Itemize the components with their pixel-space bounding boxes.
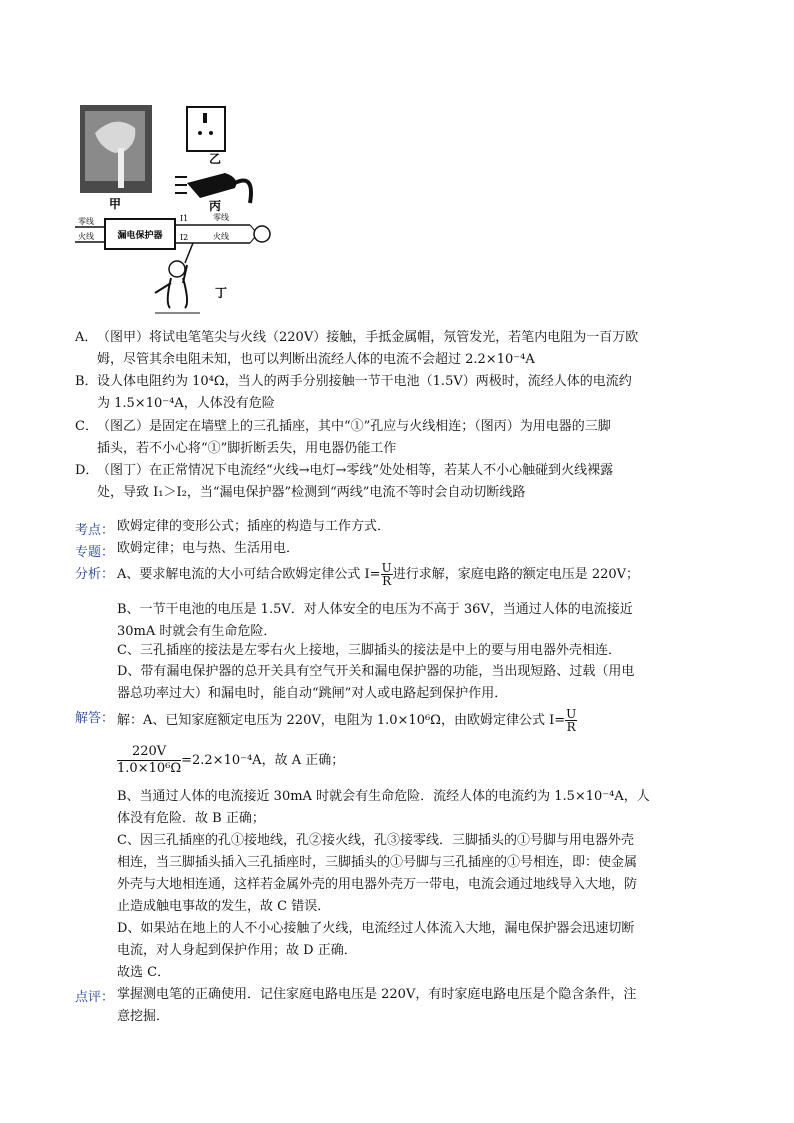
current-i1-label: I1 [180,214,189,223]
jieda-b1: B、当通过人体的电流接近 30mA 时就会有生命危险．流经人体的电流约为 1.5×10⁻⁴A，人 [117,789,650,804]
option-key: A． [75,330,98,345]
label-jia: 甲 [108,197,122,211]
label-bing: 丙 [208,199,222,213]
option-key: B． [75,374,98,389]
fenxi-a: A、要求解电流的大小可结合欧姆定律公式 I= $\frac{U}{R}$ 进行求解，家庭电路的额定电压是 220V； [117,561,640,588]
ohm-fraction: $\frac{U}{R}$ [381,561,392,588]
fenxi-d2: 器总功率过大）和漏电时，能自动“跳闸”对人或电路起到保护作用． [117,686,508,701]
label-ding: 丁 [215,286,228,300]
dianping-label: 点评： [75,990,115,1005]
current-i2-label: I2 [180,233,189,242]
wire-neutral-label: 零线 [78,217,94,226]
circuit-figure [75,103,425,318]
option-key: C． [75,419,98,434]
option-text-cont: 姆，尽管其余电阻未知，也可以判断出流经人体的电流不会超过 2.2×10⁻⁴A [97,352,535,367]
jieda-a: 解：A、已知家庭额定电压为 220V，电阻为 1.0×10⁶Ω，由欧姆定律公式 I= $\frac{U}{R}$ [117,707,577,734]
option-text-cont: 插头，若不小心将“①”脚折断丢失，用电器仍能工作 [97,441,397,456]
jieda-c1: C、因三孔插座的孔①接地线，孔②接火线，孔③接零线．三脚插头的①号脚与用电器外壳 [117,833,634,848]
option-b [75,371,735,415]
protector-label: 漏电保护器 [117,231,163,241]
jieda-b2: 体没有危险．故 B 正确； [117,811,265,826]
option-key: D． [75,463,99,478]
jieda-answer: 故选 C． [117,965,171,980]
option-text-cont: 处，导致 I₁＞I₂，当“漏电保护器”检测到“两线”电流不等时会自动切断线路 [97,485,526,500]
option-text: （图乙）是固定在墙壁上的三孔插座，其中“①”孔应与火线相连；（图丙）为用电器的三脚 [97,419,611,434]
jieda-c2: 相连，当三脚插头插入三孔插座时，三脚插头的①号脚与三孔插座的①号相连，即：使金属 [117,855,638,870]
jieda-c4: 止造成触电事故的发生，故 C 错误． [117,899,331,914]
fenxi-b1: B、一节干电池的电压是 1.5V．对人体安全的电压为不高于 36V，当通过人体的电流接近 [117,602,633,617]
jieda-label: 解答： [75,711,115,726]
option-text: 设人体电阻约为 10⁴Ω，当人的两手分别接触一节干电池（1.5V）两极时，流经人体的电流约 [97,374,632,389]
jieda-d2: 电流，对人身起到保护作用；故 D 正确． [117,943,357,958]
fenxi-d1: D、带有漏电保护器的总开关具有空气开关和漏电保护器的功能，当出现短路、过载（用电 [117,664,635,679]
fenxi-b2: 30mA 时就会有生命危险． [117,624,277,639]
label-yi: 乙 [208,152,222,166]
dianping-l2: 意挖掘． [117,1009,170,1024]
option-text-cont: 为 1.5×10⁻⁴A，人体没有危险 [97,396,275,411]
fenxi-c: C、三孔插座的接法是左零右火上接地，三脚插头的接法是中上的要与用电器外壳相连． [117,643,621,658]
jieda-d1: D、如果站在地上的人不小心接触了火线，电流经过人体流入大地，漏电保护器会迅速切断 [117,921,635,936]
fenxi-label: 分析： [75,567,115,582]
wire-live-label: 火线 [78,232,94,241]
ohm-fraction: $\frac{U}{R}$ [566,707,577,734]
zhuanti-text: 欧姆定律；电与热、生活用电． [117,541,300,556]
zhuanti-label: 专题： [75,545,115,560]
live-right-label: 火线 [213,232,229,241]
jieda-c3: 外壳与大地相连通，这样若金属外壳的用电器外壳万一带电，电流会通过地线导入大地，防 [117,877,638,892]
option-a [75,327,735,371]
kaodian-text: 欧姆定律的变形公式；插座的构造与工作方式． [117,519,391,534]
jieda-calc: $\frac{220V}{\text{1.0×10⁶Ω}}$ =2.2×10⁻⁴A，故 A 正确； [117,744,345,776]
neutral-right-label: 零线 [213,213,229,222]
calc-fraction: $\frac{220V}{\text{1.0×10⁶Ω}}$ [117,744,182,776]
option-c [75,416,735,460]
dianping-l1: 掌握测电笔的正确使用．记住家庭电路电压是 220V，有时家庭电路电压是个隐含条件，注 [117,987,637,1002]
option-d [75,460,735,504]
option-text: （图丁）在正常情况下电流经“火线→电灯→零线”处处相等，若某人不小心触碰到火线裸露 [97,463,614,478]
option-text: （图甲）将试电笔笔尖与火线（220V）接触，手抵金属帽，氖管发光，若笔内电阻为一百万欧 [97,330,639,345]
kaodian-label: 考点： [75,523,115,538]
